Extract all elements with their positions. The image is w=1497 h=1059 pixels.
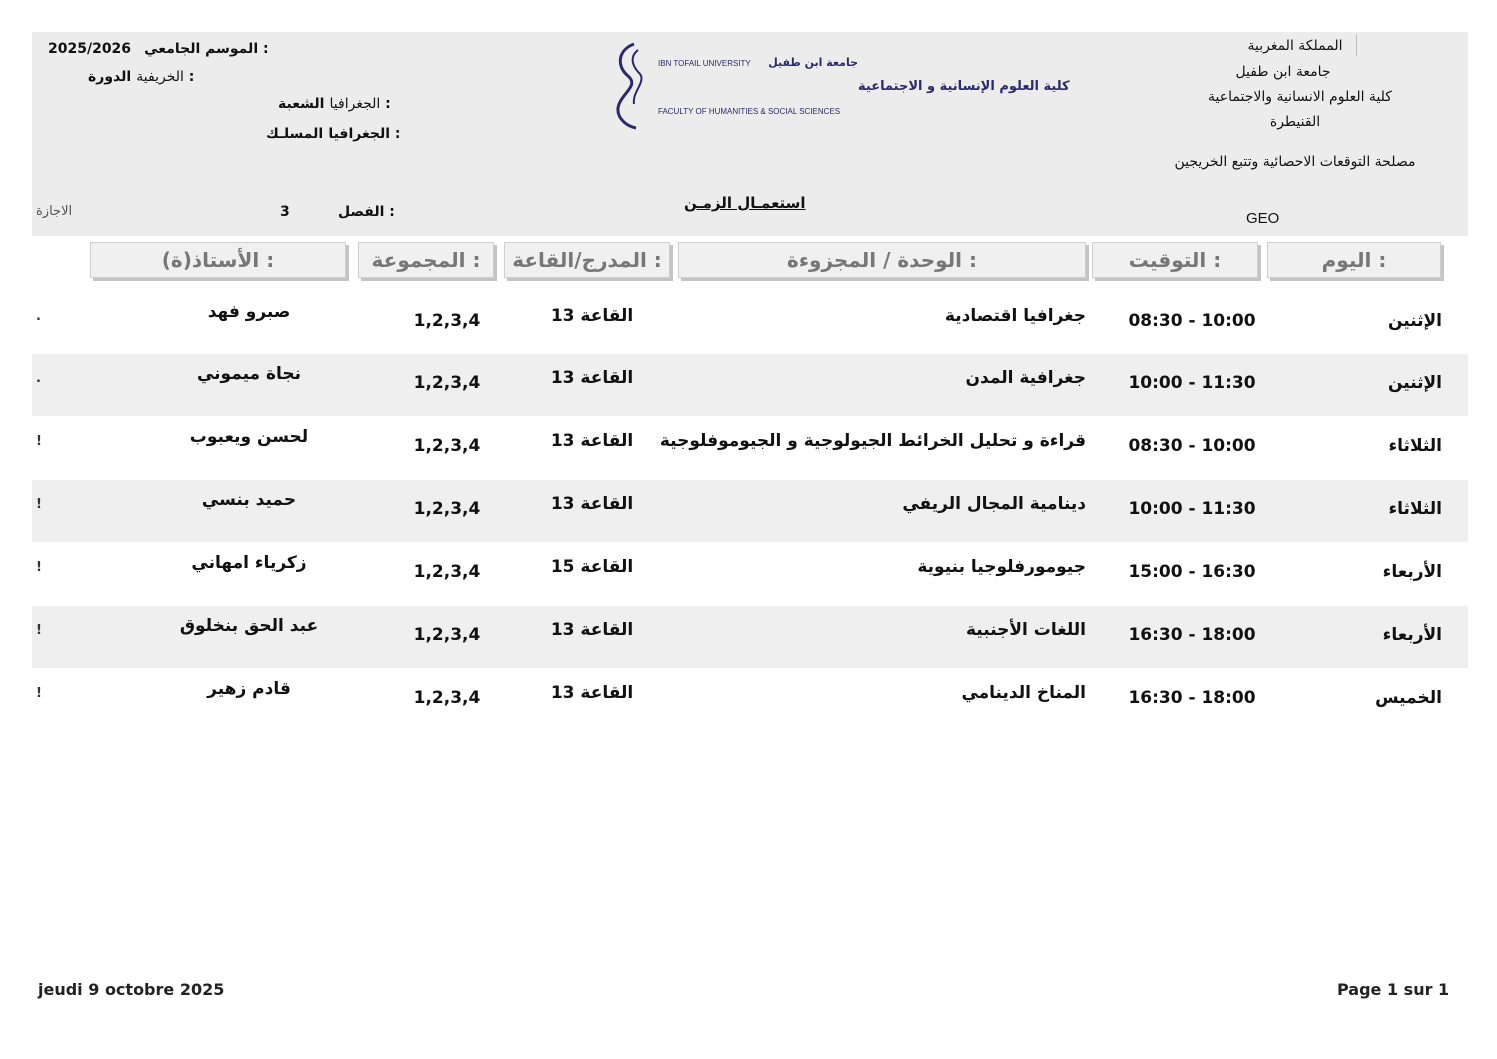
degree-label: الاجازة	[36, 204, 73, 219]
row-unit: جغرافية المدن	[965, 368, 1086, 388]
row-room: القاعة 13	[550, 368, 634, 388]
semester-label: الفصل :	[338, 204, 395, 220]
row-time: 10:00 - 11:30	[1128, 373, 1256, 393]
schedule-row	[32, 292, 1468, 354]
row-time: 16:30 - 18:00	[1128, 688, 1256, 708]
row-day: الإثنين	[1387, 373, 1442, 393]
track-label: المسلـك :	[266, 126, 401, 142]
session-label: الدورة :	[88, 69, 195, 85]
row-professor: صبرو فهد	[207, 302, 291, 322]
row-professor: حميد بنسي	[201, 490, 297, 510]
row-group: 1,2,3,4	[413, 625, 481, 645]
institution-divider	[1356, 34, 1357, 56]
schedule-row	[32, 669, 1468, 731]
schedule-row	[32, 354, 1468, 416]
row-unit: جغرافيا اقتصادية	[944, 306, 1086, 326]
institution-line1: المملكة المغربية	[1247, 38, 1343, 54]
row-room: القاعة 13	[550, 620, 634, 640]
logo-latin-faculty: FACULTY OF HUMANITIES & SOCIAL SCIENCES	[658, 107, 841, 116]
service-name: مصلحة التوقعات الاحصائية وتتبع الخريجين	[1174, 154, 1416, 170]
logo-arabic-faculty: كلية العلوم الإنسانية و الاجتماعية	[858, 79, 1070, 94]
institution-line3: كلية العلوم الانسانية والاجتماعية	[1208, 89, 1392, 105]
row-edge-mark: .	[36, 309, 41, 324]
column-header-professor: الأستاذ(ة) :	[90, 242, 346, 278]
session-value: الخريفية	[136, 69, 184, 85]
branch-label: الشعبة :	[278, 96, 391, 112]
row-time: 16:30 - 18:00	[1128, 625, 1256, 645]
track-value: الجغرافيا	[328, 126, 391, 142]
row-room: القاعة 13	[550, 306, 634, 326]
row-time: 08:30 - 10:00	[1128, 436, 1256, 456]
logo-latin-university: IBN TOFAIL UNIVERSITY	[658, 59, 751, 68]
row-day: الأربعاء	[1382, 625, 1442, 645]
row-time: 08:30 - 10:00	[1128, 311, 1256, 331]
season-row	[48, 38, 269, 57]
schedule-row	[32, 543, 1468, 605]
institution-line2: جامعة ابن طفيل	[1235, 64, 1331, 80]
column-header-room: المدرج/القاعة :	[504, 242, 670, 278]
row-edge-mark: !	[36, 623, 42, 638]
row-edge-mark: !	[36, 686, 42, 701]
row-room: القاعة 13	[550, 494, 634, 514]
season-value: 2025/2026	[48, 41, 132, 57]
program-code: GEO	[1246, 210, 1280, 227]
track-row	[258, 123, 401, 142]
schedule-row	[32, 417, 1468, 479]
schedule-row	[32, 606, 1468, 668]
row-group: 1,2,3,4	[413, 436, 481, 456]
row-group: 1,2,3,4	[413, 562, 481, 582]
row-time: 15:00 - 16:30	[1128, 562, 1256, 582]
season-label: الموسم الجامعي :	[144, 41, 269, 57]
row-professor: لحسن ويعبوب	[189, 427, 309, 447]
row-unit: دينامية المجال الريفي	[902, 494, 1086, 514]
schedule-title: استعمـال الزمـن	[684, 194, 806, 212]
branch-row	[268, 93, 391, 112]
column-header-group: المجموعة :	[358, 242, 494, 278]
row-edge-mark: !	[36, 434, 42, 449]
row-professor: عبد الحق بنخلوق	[179, 616, 319, 636]
row-room: القاعة 13	[550, 431, 634, 451]
logo-arabic-university: جامعة ابن طفيل	[768, 56, 858, 69]
row-edge-mark: !	[36, 560, 42, 575]
row-group: 1,2,3,4	[413, 311, 481, 331]
row-day: الثلاثاء	[1388, 499, 1442, 519]
row-professor: نجاة ميموني	[196, 364, 302, 384]
row-edge-mark: !	[36, 497, 42, 512]
footer-page-number: Page 1 sur 1	[1337, 980, 1450, 999]
schedule-row	[32, 480, 1468, 542]
row-time: 10:00 - 11:30	[1128, 499, 1256, 519]
semester-value: 3	[280, 204, 290, 220]
session-row	[80, 66, 194, 85]
row-unit: المناخ الدينامي	[961, 683, 1086, 703]
column-header-day: اليوم :	[1267, 242, 1441, 278]
row-day: الثلاثاء	[1388, 436, 1442, 456]
row-group: 1,2,3,4	[413, 373, 481, 393]
row-day: الأربعاء	[1382, 562, 1442, 582]
row-room: القاعة 13	[550, 683, 634, 703]
column-header-time: التوقيت :	[1092, 242, 1258, 278]
footer-date: jeudi 9 octobre 2025	[38, 980, 225, 999]
row-unit: اللغات الأجنبية	[966, 620, 1086, 640]
row-unit: قراءة و تحليل الخرائط الجيولوجية و الجيوموفلوجية	[659, 431, 1086, 451]
row-day: الإثنين	[1387, 311, 1442, 331]
row-unit: جيومورفلوجيا بنيوية	[917, 557, 1086, 577]
row-edge-mark: .	[36, 371, 41, 386]
row-room: القاعة 15	[550, 557, 634, 577]
row-professor: قادم زهير	[207, 679, 291, 699]
column-header-unit: الوحدة / المجزوءة :	[678, 242, 1086, 278]
row-professor: زكرياء امهاني	[191, 553, 307, 573]
row-day: الخميس	[1375, 688, 1442, 708]
faculty-logo	[606, 40, 1070, 132]
institution-line4: القنيطرة	[1269, 114, 1321, 130]
row-group: 1,2,3,4	[413, 499, 481, 519]
branch-value: الجغرافيا	[329, 96, 381, 112]
row-group: 1,2,3,4	[413, 688, 481, 708]
